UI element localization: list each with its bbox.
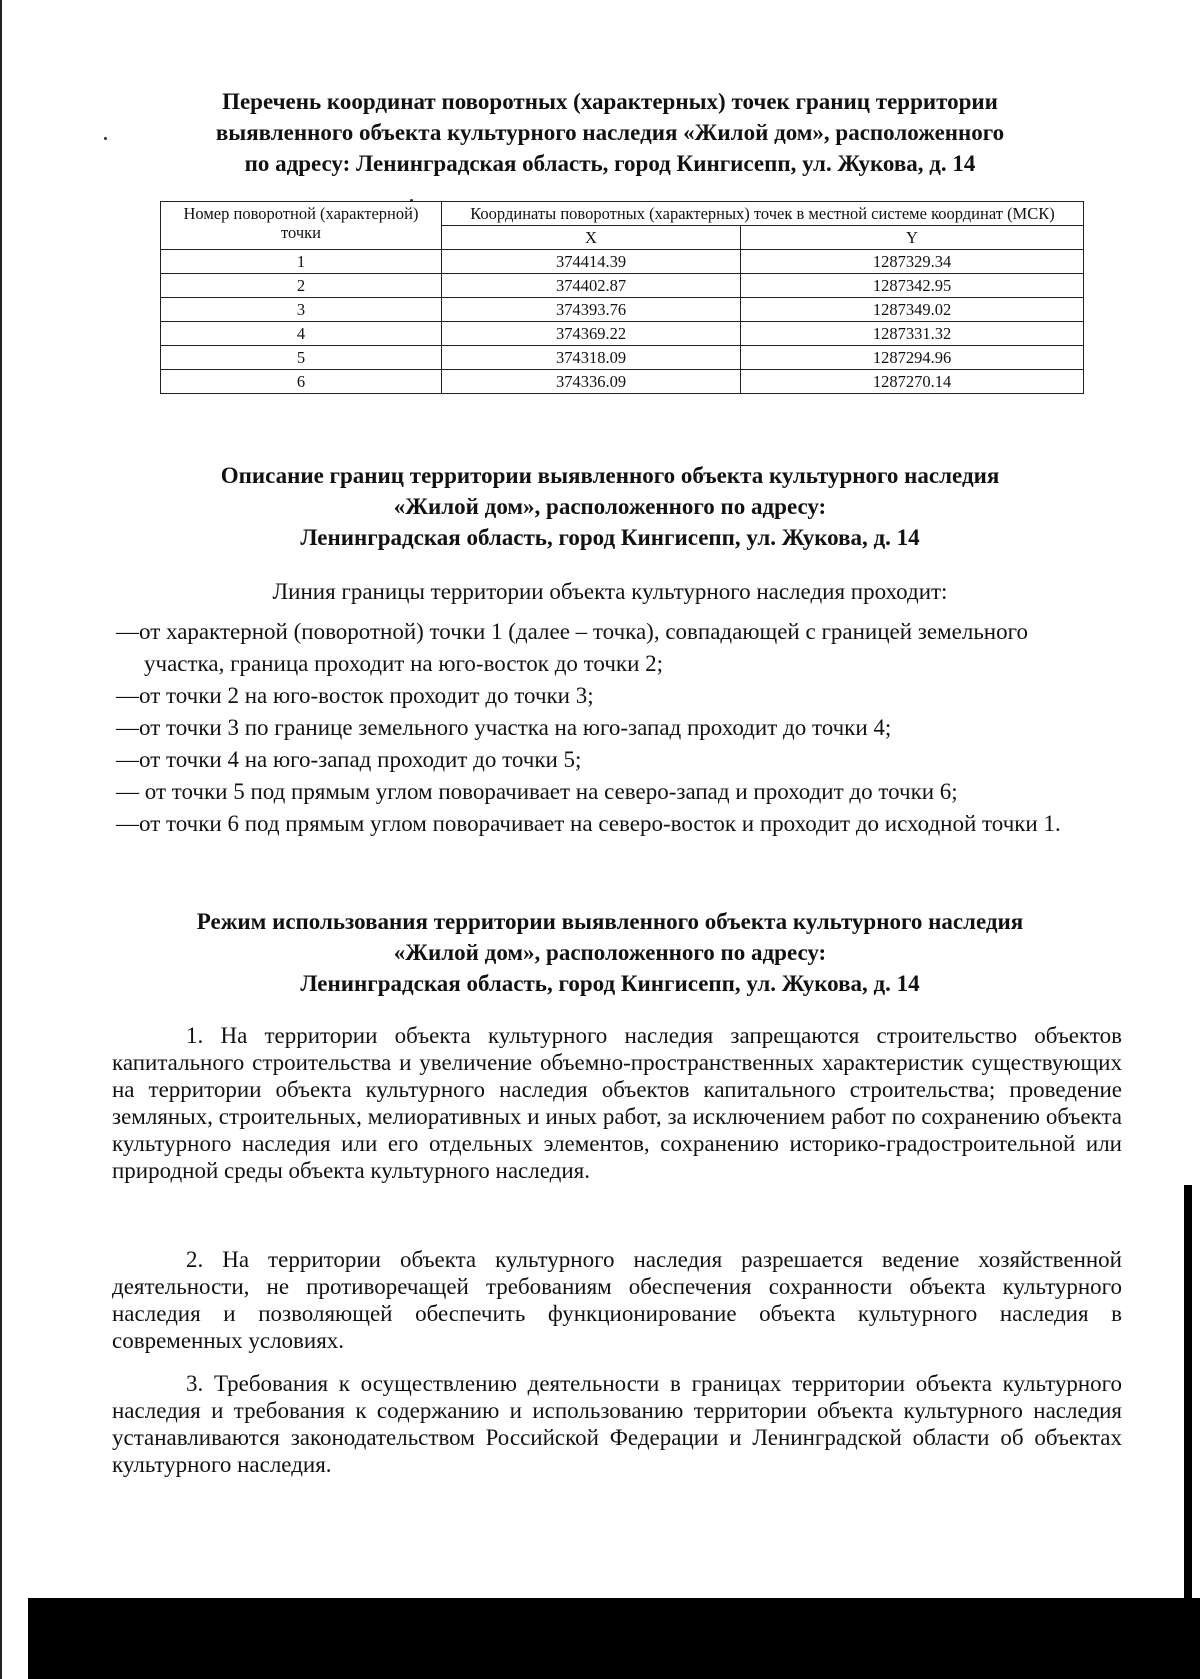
table-header-row: [161, 202, 1084, 226]
usage-regime-heading: [140, 906, 1080, 999]
scan-right-edge: [1184, 1185, 1192, 1605]
heading-line: Режим использования территории выявленного объекта культурного наследия: [196, 909, 1024, 934]
coordinates-table: [160, 201, 1084, 394]
heading-line: выявленного объекта культурного наследия «Жилой дом», расположенного: [215, 120, 1005, 145]
table-row: [161, 298, 1084, 322]
table-row: [161, 274, 1084, 298]
list-item: —от точки 6 под прямым углом поворачивает на северо-восток и проходит до исходной точки 1.: [116, 811, 1061, 836]
scan-speck: [104, 137, 107, 140]
point-x: 374369.22: [442, 322, 741, 346]
heading-line: «Жилой дом», расположенного по адресу:: [393, 940, 827, 965]
heading-line: Описание границ территории выявленного объекта культурного наследия: [220, 463, 1000, 488]
heading-line: Ленинградская область, город Кингисепп, ул. Жукова, д. 14: [300, 971, 920, 996]
table-row: [161, 370, 1084, 394]
point-number: 2: [161, 274, 442, 298]
point-number: 4: [161, 322, 442, 346]
table-row: [161, 250, 1084, 274]
table-row: [161, 322, 1084, 346]
header-point-number: Номер поворотной (характерной) точки: [161, 202, 442, 250]
heading-line: Перечень координат поворотных (характерных) точек границ территории: [222, 89, 998, 114]
regime-paragraph-3: 3. Требования к осуществлению деятельности в границах территории объекта культурного наследия и требования к содержанию и использованию территории объекта культурного наследия устанавливаются законодательством Российской Федерации и Ленинградской области об объектах культурного наследия.: [112, 1371, 1122, 1477]
list-item: — от точки 5 под прямым углом поворачивает на северо-запад и проходит до точки 6;: [116, 779, 958, 804]
point-x: 374393.76: [442, 298, 741, 322]
point-number: 3: [161, 298, 442, 322]
point-x: 374402.87: [442, 274, 741, 298]
point-x: 374336.09: [442, 370, 741, 394]
list-item: —от точки 3 по границе земельного участка на юго-запад проходит до точки 4;: [116, 715, 892, 740]
boundary-list: [116, 616, 1116, 840]
header-x: X: [442, 226, 741, 250]
point-y: 1287331.32: [741, 322, 1084, 346]
point-number: 5: [161, 346, 442, 370]
boundary-lead-text: Линия границы территории объекта культурного наследия проходит:: [272, 579, 948, 604]
header-coordinates: Координаты поворотных (характерных) точек в местной системе координат (МСК): [442, 202, 1084, 226]
regime-paragraph-1: 1. На территории объекта культурного наследия запрещаются строительство объектов капитального строительства и увеличение объемно-пространственных характеристик существующих на территории объекта культурного наследия объектов капитального строительства; проведение земляных, строительных, мелиоративных и иных работ, за исключением работ по сохранению объекта культурного наследия или его отдельных элементов, сохранению историко-градостроительной или природной среды объекта культурного наследия.: [112, 1023, 1122, 1183]
list-item: —от точки 4 на юго-запад проходит до точки 5;: [116, 747, 582, 772]
regime-paragraph-2: 2. На территории объекта культурного наследия разрешается ведение хозяйственной деятельности, не противоречащей требованиям обеспечения сохранности объекта культурного наследия и позволяющей обеспечить функционирование объекта культурного наследия в современных условиях.: [112, 1247, 1122, 1353]
point-y: 1287270.14: [741, 370, 1084, 394]
scan-left-edge: [0, 0, 2, 1679]
heading-line: по адресу: Ленинградская область, город Кингисепп, ул. Жукова, д. 14: [244, 151, 976, 176]
point-y: 1287294.96: [741, 346, 1084, 370]
point-number: 6: [161, 370, 442, 394]
coordinates-list-heading: [140, 86, 1080, 179]
point-y: 1287349.02: [741, 298, 1084, 322]
heading-line: «Жилой дом», расположенного по адресу:: [393, 494, 827, 519]
table-row: [161, 346, 1084, 370]
heading-line: Ленинградская область, город Кингисепп, ул. Жукова, д. 14: [300, 525, 920, 550]
point-y: 1287329.34: [741, 250, 1084, 274]
scan-bottom-shadow: [28, 1598, 1200, 1679]
point-x: 374318.09: [442, 346, 741, 370]
list-item: —от характерной (поворотной) точки 1 (далее – точка), совпадающей с границей земельного участка, граница проходит на юго-восток до точки 2;: [116, 619, 1028, 676]
header-y: Y: [741, 226, 1084, 250]
point-x: 374414.39: [442, 250, 741, 274]
boundary-description-heading: [140, 460, 1080, 553]
list-item: —от точки 2 на юго-восток проходит до точки 3;: [116, 683, 594, 708]
point-y: 1287342.95: [741, 274, 1084, 298]
point-number: 1: [161, 250, 442, 274]
